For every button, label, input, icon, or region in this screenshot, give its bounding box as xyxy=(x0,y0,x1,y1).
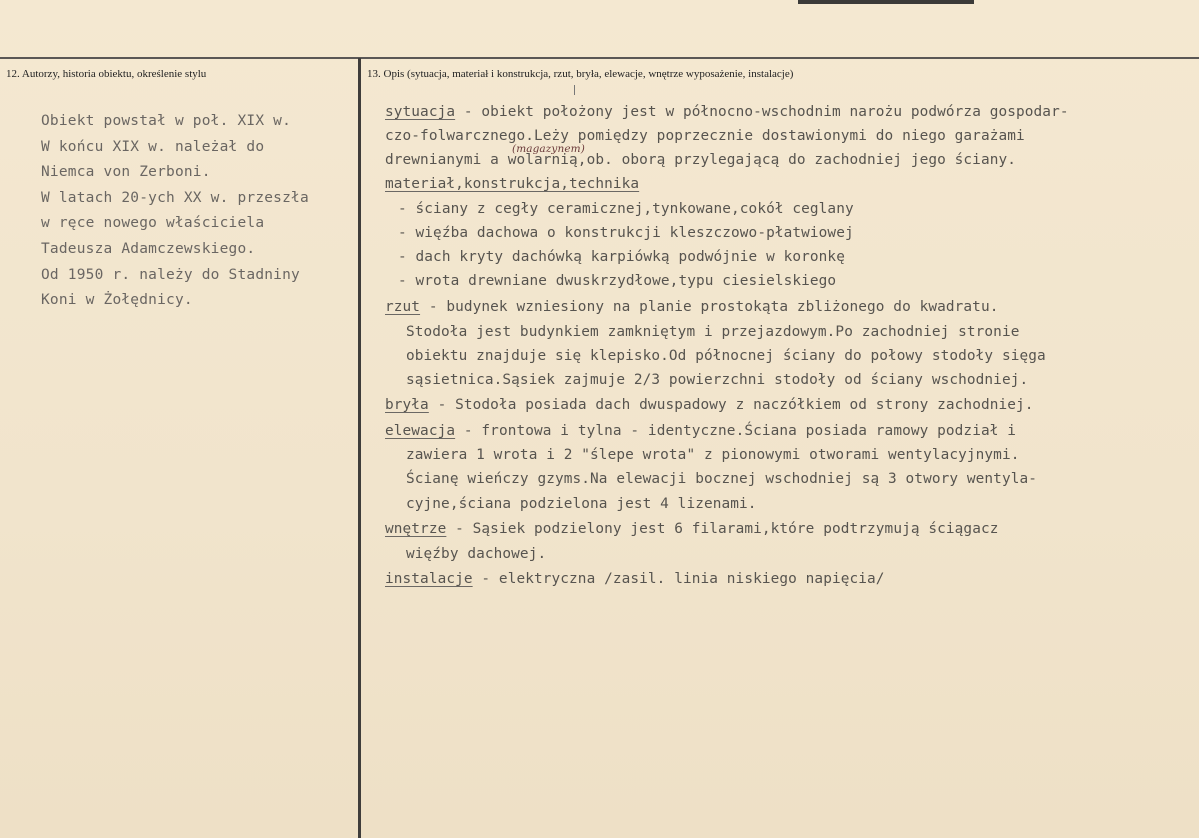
keyword-instalacje: instalacje xyxy=(385,571,473,587)
description-line xyxy=(385,422,1016,440)
history-line: W latach 20-ych XX w. przeszła xyxy=(41,189,309,206)
description-line: - wrota drewniane dwuskrzydłowe,typu ciesielskiego xyxy=(398,273,837,289)
history-line: W końcu XIX w. należał do xyxy=(41,138,265,155)
description-line-text: - Stodoła posiada dach dwuspadowy z naczółkiem od strony zachodniej. xyxy=(428,397,1034,413)
keyword-elewacja: elewacja xyxy=(385,423,456,439)
handwritten-note: (magazynem) xyxy=(512,143,585,155)
keyword-rzut: rzut xyxy=(385,299,421,315)
description-line xyxy=(385,175,639,193)
keyword-bryla: bryła xyxy=(385,397,429,413)
history-line: Tadeusza Adamczewskiego. xyxy=(41,240,256,257)
history-line: w ręce nowego właściciela xyxy=(41,215,265,232)
description-line: czo-folwarcznego.Leży pomiędzy poprzecznie dostawionymi do niego garażami xyxy=(385,128,1025,144)
keyword-material: materiał,konstrukcja,technika xyxy=(385,176,640,192)
description-line xyxy=(385,103,1069,121)
description-line: cyjne,ściana podzielona jest 4 lizenami. xyxy=(406,496,757,512)
keyword-sytuacja: sytuacja xyxy=(385,104,456,120)
description-line xyxy=(385,520,998,538)
description-line: sąsietnica.Sąsiek zajmuje 2/3 powierzchni stodoły od ściany wschodniej. xyxy=(406,372,1029,388)
keyword-wnetrze: wnętrze xyxy=(385,521,447,537)
description-line xyxy=(385,570,885,588)
section-12-header: 12. Autorzy, historia obiektu, określenie stylu xyxy=(6,68,207,80)
description-line-text: - frontowa i tylna - identyczne.Ściana posiada ramowy podział i xyxy=(455,423,1017,439)
description-line: obiektu znajduje się klepisko.Od północnej ściany do połowy stodoły sięga xyxy=(406,348,1046,364)
description-line-text: - budynek wzniesiony na planie prostokąta zbliżonego do kwadratu. xyxy=(420,299,999,315)
description-line: drewnianymi a wolarnią,ob. oborą przylegającą do zachodniej jego ściany. xyxy=(385,152,1016,168)
description-line xyxy=(385,396,1034,414)
description-line: Ścianę wieńczy gzyms.Na elewacji bocznej wschodniej są 3 otwory wentyla- xyxy=(406,471,1037,487)
description-line-text: - obiekt położony jest w północno-wschodnim narożu podwórza gospodar- xyxy=(455,104,1069,120)
history-line: Od 1950 r. należy do Stadniny xyxy=(41,266,300,283)
history-line: Obiekt powstał w poł. XIX w. xyxy=(41,113,292,129)
history-line: Niemca von Zerboni. xyxy=(41,164,211,181)
section-13-header: 13. Opis (sytuacja, materiał i konstrukcja, rzut, bryła, elewacje, wnętrze wyposażenie, instalacje) xyxy=(367,68,794,80)
history-line: Koni w Żołędnicy. xyxy=(41,292,193,309)
description-line: - dach kryty dachówką karpiówką podwójnie w koronkę xyxy=(398,249,845,265)
description-line: - więźba dachowa o konstrukcji kleszczowo-płatwiowej xyxy=(398,225,854,241)
description-line-text: - Sąsiek podzielony jest 6 filarami,które podtrzymują ściągacz xyxy=(446,521,999,537)
description-line-text: - elektryczna /zasil. linia niskiego napięcia/ xyxy=(472,571,885,587)
description-line: - ściany z cegły ceramicznej,tynkowane,cokół ceglany xyxy=(398,201,854,217)
description-line xyxy=(385,298,998,316)
description-line: zawiera 1 wrota i 2 "ślepe wrota" z pionowymi otworami wentylacyjnymi. xyxy=(406,447,1020,463)
description-line: Stodoła jest budynkiem zamkniętym i przejazdowym.Po zachodniej stronie xyxy=(406,324,1020,340)
description-line: więźby dachowej. xyxy=(406,546,547,562)
